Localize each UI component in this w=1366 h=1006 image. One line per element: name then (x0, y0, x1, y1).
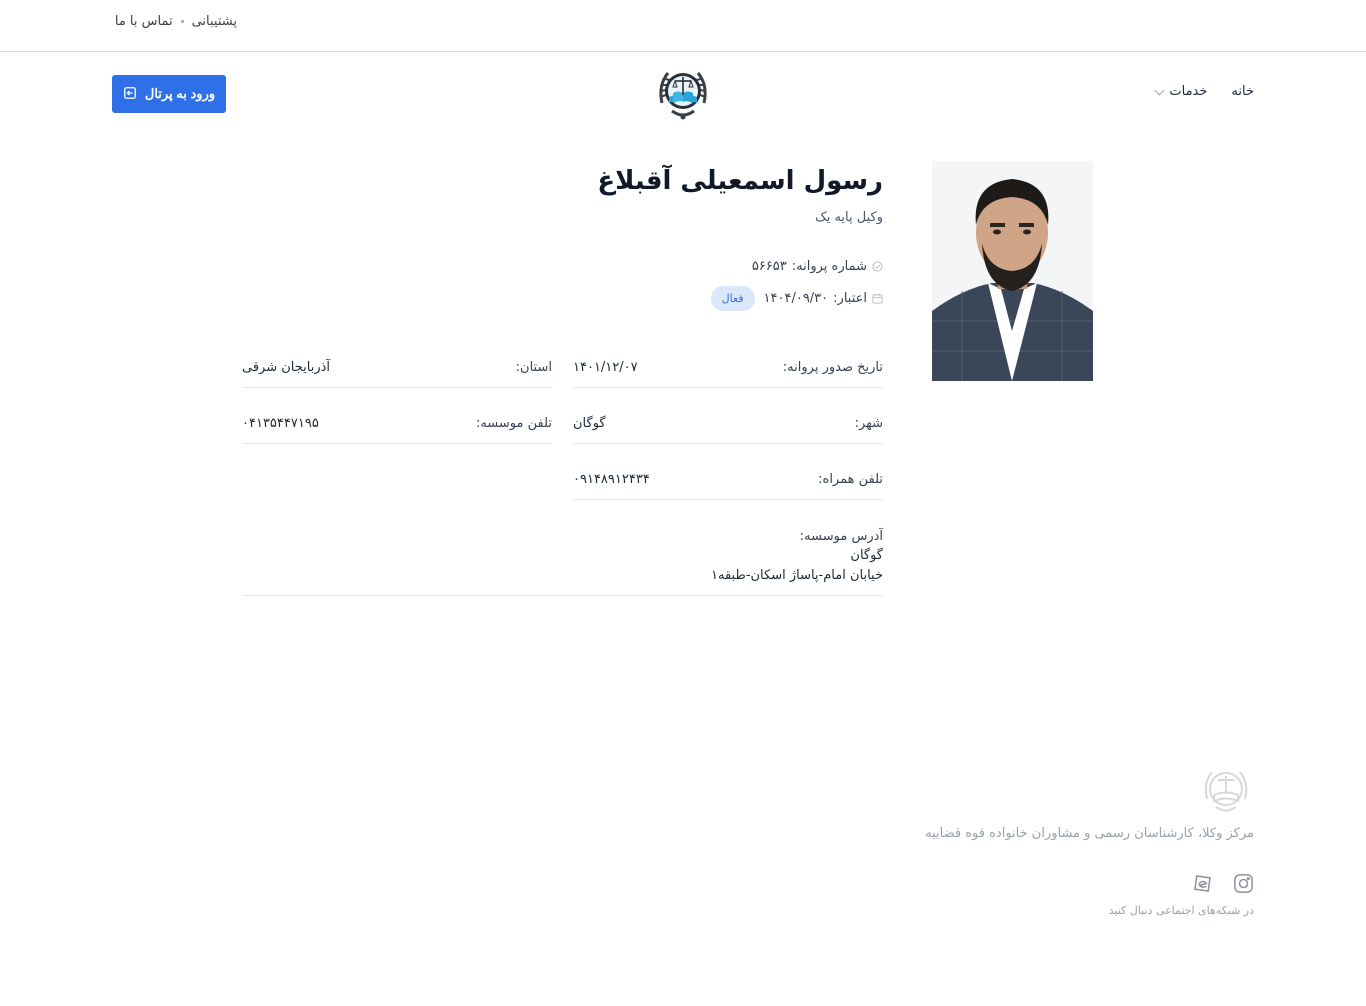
lawyer-name: رسول اسمعیلی آقبلاغ (597, 166, 883, 196)
support-link[interactable]: پشتیبانی (191, 14, 237, 29)
judiciary-emblem-icon[interactable] (654, 63, 712, 125)
contact-us-link[interactable]: تماس با ما (114, 14, 173, 29)
issue-date-value: ۱۴۰۱/۱۲/۰۷ (573, 360, 638, 375)
footer-title: مرکز وکلا، کارشناسان رسمی و مشاوران خانواده قوه قضاییه (925, 826, 1254, 841)
portal-login-button[interactable] (112, 75, 226, 113)
instagram-icon[interactable] (1233, 873, 1254, 894)
calendar-icon (872, 293, 883, 304)
address-label: آدرس موسسه: (799, 529, 883, 544)
chevron-down-icon (1155, 85, 1165, 95)
mobile-field (573, 472, 883, 500)
validity-label: اعتبار: (833, 291, 867, 306)
mobile-value[interactable]: ۰۹۱۴۸۹۱۲۴۳۴ (573, 472, 650, 487)
address-line-street: خیابان امام-پاساژ اسکان-طبقه۱ (711, 568, 883, 583)
main-nav (1156, 84, 1254, 99)
address-line-city: گوگان (850, 548, 883, 563)
office-address-field (242, 528, 883, 596)
office-phone-field (242, 416, 552, 444)
office-phone-label: تلفن موسسه: (475, 416, 552, 431)
city-field (573, 416, 883, 444)
lawyer-title: وکیل پایه یک (815, 210, 883, 225)
issue-date-field (573, 360, 883, 388)
social-links (1192, 873, 1254, 894)
province-label: استان: (515, 360, 552, 375)
nav-item-home[interactable] (1231, 84, 1254, 99)
login-icon (123, 86, 137, 103)
portal-login-label: ورود به پرتال (144, 86, 216, 101)
footer-emblem-icon (1199, 763, 1253, 819)
city-label: شهر: (854, 416, 883, 431)
top-bar (0, 0, 1366, 52)
nav-services-label: خدمات (1169, 84, 1208, 99)
check-circle-icon (872, 261, 883, 272)
province-field (242, 360, 552, 388)
mobile-label: تلفن همراه: (818, 472, 883, 487)
footer-follow-text: در شبکه‌های اجتماعی دنبال کنید (1108, 904, 1254, 917)
lawyer-portrait-photo (932, 161, 1093, 381)
nav-home-label: خانه (1231, 84, 1254, 99)
issue-date-label: تاریخ صدور پروانه: (782, 360, 883, 375)
city-value: گوگان (573, 416, 606, 431)
eitaa-icon[interactable] (1192, 873, 1213, 894)
office-phone-value[interactable]: ۰۴۱۳۵۴۴۷۱۹۵ (242, 416, 319, 431)
province-value: آذربایجان شرقی (242, 360, 331, 375)
validity-value: ۱۴۰۴/۰۹/۳۰ (763, 291, 829, 306)
top-links (115, 14, 237, 29)
validity-info (711, 286, 883, 311)
license-label: شماره پروانه: (791, 259, 867, 274)
nav-item-services[interactable] (1156, 84, 1207, 99)
license-number (752, 259, 883, 274)
license-value: ۵۶۶۵۳ (751, 259, 787, 274)
link-separator (181, 20, 184, 23)
status-badge: فعال (711, 286, 755, 311)
